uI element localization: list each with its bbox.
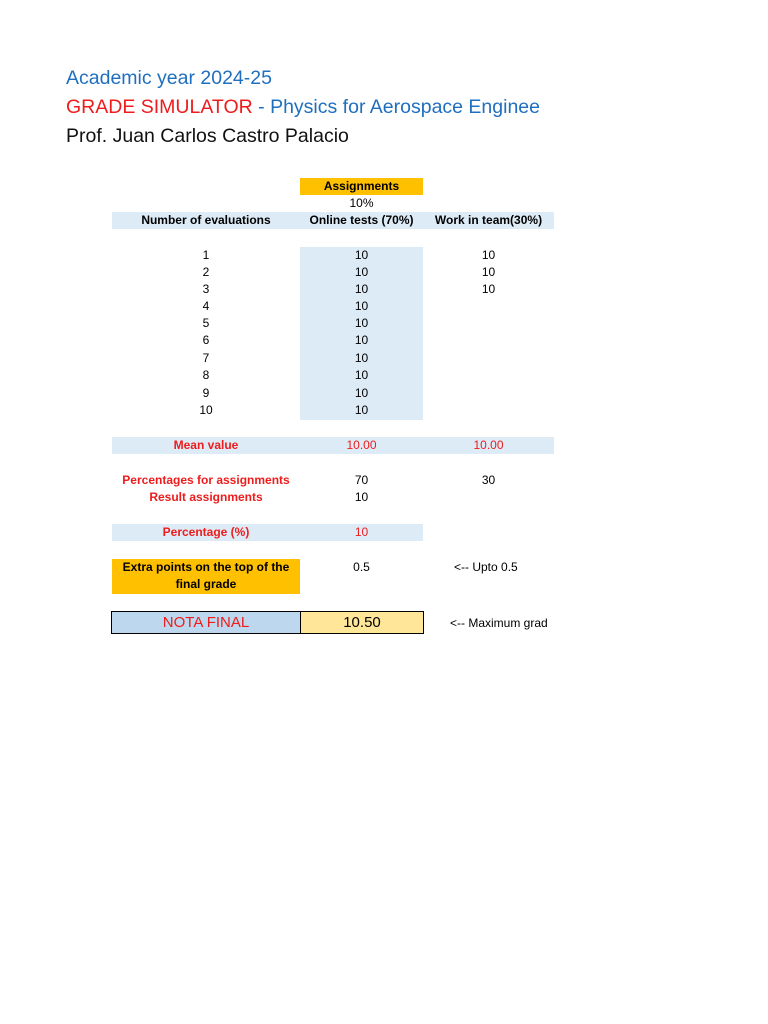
percentages-label: Percentages for assignments — [122, 473, 290, 487]
evaluation-number: 6 — [202, 333, 210, 347]
evaluations-header: Number of evaluations — [141, 213, 271, 227]
professor-name: Prof. Juan Carlos Castro Palacio — [66, 125, 349, 147]
online-test-score[interactable]: 10 — [354, 333, 369, 347]
course-name: Physics for Aerospace Enginee — [270, 96, 540, 118]
team-work-header: Work in team(30%) — [434, 213, 543, 227]
final-grade-note: <-- Maximum grad — [450, 616, 548, 630]
evaluation-number: 9 — [202, 386, 210, 400]
simulator-title — [66, 96, 555, 119]
result-label: Result assignments — [149, 490, 263, 504]
title-separator: - — [252, 96, 271, 118]
evaluation-number: 5 — [202, 316, 210, 330]
team-work-score[interactable]: 10 — [481, 265, 496, 279]
online-test-score[interactable]: 10 — [354, 351, 369, 365]
online-test-score[interactable]: 10 — [354, 282, 369, 296]
academic-year-title: Academic year 2024-25 — [66, 67, 272, 89]
evaluation-number: 7 — [202, 351, 210, 365]
online-test-score[interactable]: 10 — [354, 403, 369, 417]
assignments-weight: 10% — [349, 196, 374, 210]
mean-label: Mean value — [173, 438, 239, 452]
evaluation-number: 10 — [199, 403, 213, 417]
percentage-online: 70 — [354, 473, 369, 487]
online-test-score[interactable]: 10 — [354, 368, 369, 382]
percentage-label: Percentage (%) — [112, 524, 300, 541]
extra-points-value[interactable]: 0.5 — [353, 560, 370, 574]
assignments-header: Assignments — [300, 178, 423, 195]
online-test-score[interactable]: 10 — [354, 316, 369, 330]
evaluation-number: 1 — [202, 248, 210, 262]
online-test-score[interactable]: 10 — [354, 248, 369, 262]
evaluation-number: 3 — [202, 282, 210, 296]
percentage-team: 30 — [481, 473, 496, 487]
team-work-score[interactable]: 10 — [481, 282, 496, 296]
extra-points-note: <-- Upto 0.5 — [454, 560, 518, 574]
evaluation-number: 2 — [202, 265, 210, 279]
online-test-score[interactable]: 10 — [354, 299, 369, 313]
final-grade-value: 10.50 — [300, 612, 423, 633]
mean-team: 10.00 — [473, 438, 504, 452]
mean-online: 10.00 — [346, 438, 377, 452]
final-grade-label: NOTA FINAL — [112, 612, 300, 633]
extra-points-label: Extra points on the top of the final grade — [112, 559, 300, 594]
result-value: 10 — [354, 490, 369, 504]
evaluation-number: 4 — [202, 299, 210, 313]
team-work-score[interactable]: 10 — [481, 248, 496, 262]
percentage-value: 10 — [300, 524, 423, 541]
evaluation-number: 8 — [202, 368, 210, 382]
online-tests-header: Online tests (70%) — [309, 213, 414, 227]
online-test-score[interactable]: 10 — [354, 386, 369, 400]
simulator-label: GRADE SIMULATOR — [66, 96, 253, 118]
online-test-score[interactable]: 10 — [354, 265, 369, 279]
